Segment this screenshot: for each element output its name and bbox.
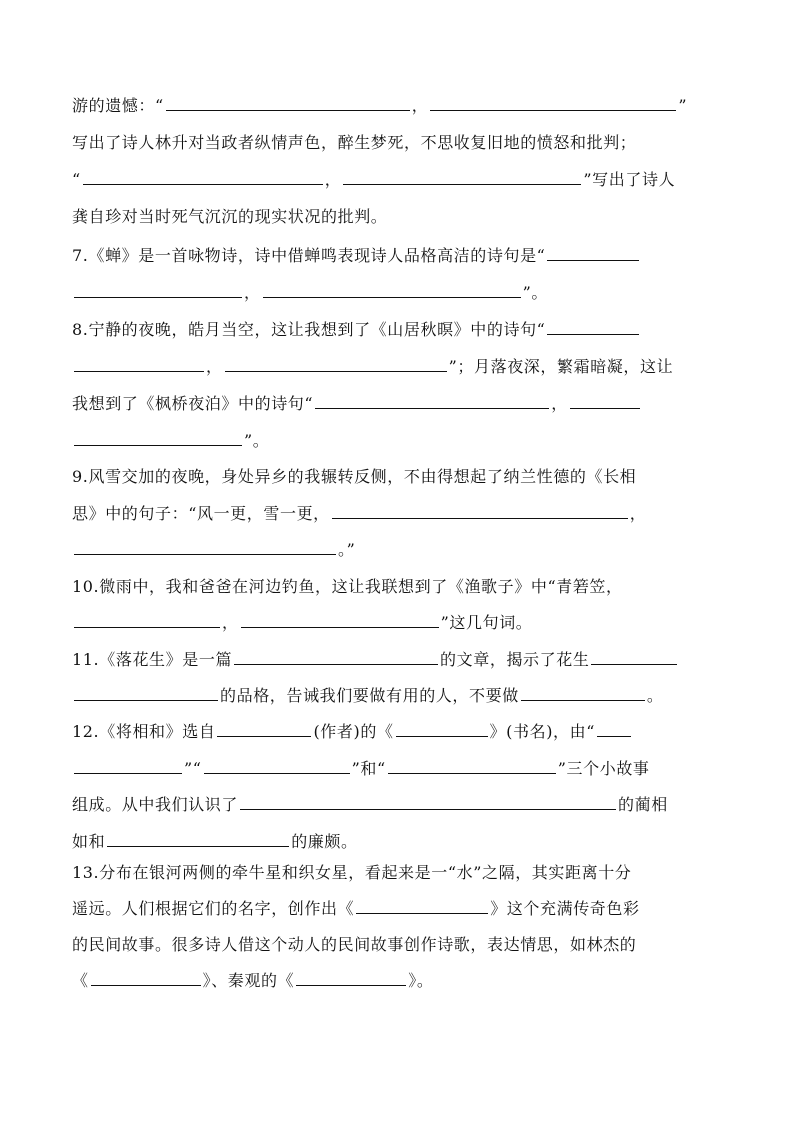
answer-blank[interactable] — [74, 753, 182, 774]
answer-blank[interactable] — [74, 680, 218, 701]
answer-blank[interactable] — [430, 90, 676, 111]
answer-blank[interactable] — [74, 607, 220, 628]
answer-blank[interactable] — [83, 164, 323, 185]
answer-blank[interactable] — [74, 534, 336, 555]
answer-blank[interactable] — [570, 388, 640, 409]
text-line: 龚自珍对当时死气沉沉的现实状况的批判。 — [72, 207, 388, 226]
text-line: ， ”这几句词。 — [72, 605, 722, 641]
answer-blank[interactable] — [234, 644, 438, 665]
text-line: ”“ ”和“ ”三个小故事 — [72, 751, 722, 787]
question-9: 9.风雪交加的夜晚，身处异乡的我辗转反侧，不由得想起了纳兰性德的《长相 — [72, 467, 637, 486]
question-10: 10.微雨中，我和爸爸在河边钓鱼，这让我联想到了《渔歌子》中“青箬笠， — [72, 577, 623, 596]
answer-blank[interactable] — [547, 240, 639, 261]
question-8: 8.宁静的夜晚，皓月当空，这让我想到了《山居秋暝》中的诗句“ — [72, 312, 722, 348]
answer-blank[interactable] — [240, 789, 616, 810]
answer-blank[interactable] — [315, 388, 549, 409]
answer-blank[interactable] — [591, 644, 677, 665]
answer-blank[interactable] — [356, 893, 488, 914]
text-line: 思》中的句子：“风一更，雪一更， ， — [72, 496, 722, 532]
text-line: ， ”；月落夜深，繁霜暗凝，这让 — [72, 349, 722, 385]
answer-blank[interactable] — [107, 826, 289, 847]
text-line: ”。 — [72, 423, 722, 459]
answer-blank[interactable] — [74, 277, 242, 298]
answer-blank[interactable] — [332, 498, 628, 519]
answer-blank[interactable] — [91, 965, 201, 986]
answer-blank[interactable] — [521, 680, 645, 701]
answer-blank[interactable] — [263, 277, 521, 298]
text-line: 《 》、秦观的《 》。 — [72, 963, 722, 999]
answer-blank[interactable] — [204, 753, 350, 774]
question-12: 12.《将相和》选自 (作者)的《 》(书名)，由“ — [72, 714, 722, 750]
question-7: 7.《蝉》是一首咏物诗，诗中借蝉鸣表现诗人品格高洁的诗句是“ — [72, 238, 722, 274]
text-line: 遥远。人们根据它们的名字，创作出《 》这个充满传奇色彩 — [72, 891, 722, 927]
answer-blank[interactable] — [547, 314, 639, 335]
answer-blank[interactable] — [597, 716, 631, 737]
text-line: 写出了诗人林升对当政者纵情声色，醉生梦死，不思收复旧地的愤怒和批判； — [72, 133, 637, 152]
answer-blank[interactable] — [388, 753, 556, 774]
question-13: 13.分布在银河两侧的牵牛星和织女星，看起来是一“水”之隔，其实距离十分 — [72, 863, 632, 882]
question-11: 11.《落花生》是一篇 的文章，揭示了花生 — [72, 642, 722, 678]
answer-blank[interactable] — [296, 965, 406, 986]
text-line: 。” — [72, 532, 722, 568]
answer-blank[interactable] — [241, 607, 439, 628]
text-line: 的民间故事。很多诗人借这个动人的民间故事创作诗歌，表达情思，如林杰的 — [72, 935, 637, 954]
answer-blank[interactable] — [74, 425, 242, 446]
text-line: ， ”。 — [72, 275, 722, 311]
text-line: 如和 的廉颇。 — [72, 824, 722, 860]
text-line: “ ， ”写出了诗人 — [72, 162, 722, 198]
text-line: 游的遗憾：“ ， ” — [72, 88, 722, 124]
answer-blank[interactable] — [74, 351, 204, 372]
answer-blank[interactable] — [225, 351, 447, 372]
text-line: 的品格，告诫我们要做有用的人，不要做 。 — [72, 678, 722, 714]
answer-blank[interactable] — [343, 164, 581, 185]
answer-blank[interactable] — [396, 716, 488, 737]
answer-blank[interactable] — [166, 90, 410, 111]
text-line: 组成。从中我们认识了 的蔺相 — [72, 787, 722, 823]
text-line: 我想到了《枫桥夜泊》中的诗句“ ， — [72, 386, 722, 422]
answer-blank[interactable] — [217, 716, 311, 737]
